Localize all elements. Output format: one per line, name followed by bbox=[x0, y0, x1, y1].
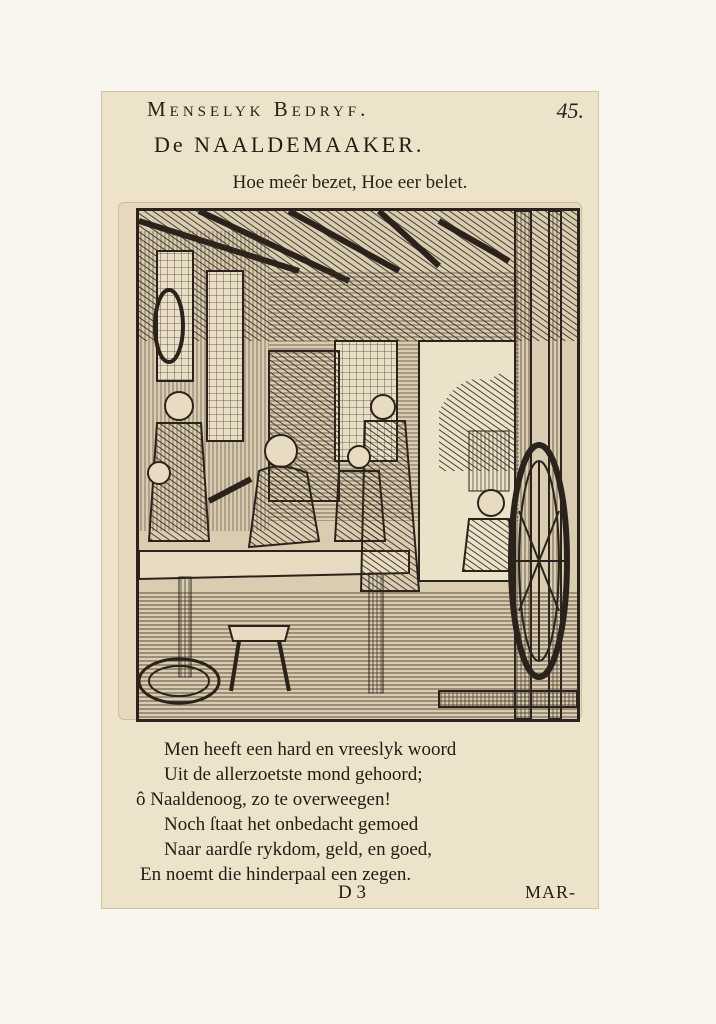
verse-line: Naar aardſe rykdom, geld, en goed, bbox=[164, 839, 433, 860]
verse-line: En noemt die hinderpaal een zegen. bbox=[140, 864, 412, 885]
motto: Hoe meêr bezet, Hoe eer belet. bbox=[232, 172, 468, 193]
verse-line: Noch ſtaat het onbedacht gemoed bbox=[164, 814, 419, 835]
workshop-engraving bbox=[136, 208, 580, 722]
verse bbox=[136, 737, 576, 887]
catchword: MAR- bbox=[524, 882, 576, 902]
running-head bbox=[102, 92, 598, 126]
verse-line: Men heeft een hard en vreeslyk woord bbox=[164, 739, 457, 760]
page-number: 45. bbox=[556, 98, 584, 123]
signature-mark: D 3 bbox=[338, 882, 366, 903]
plate-title: De NAALDEMAAKER. bbox=[154, 132, 425, 157]
verse-line: Uit de allerzoetste mond gehoord; bbox=[164, 764, 423, 785]
verse-line: ô Naaldenoog, zo te overweegen! bbox=[136, 789, 391, 810]
book-page bbox=[102, 92, 598, 908]
running-head-title: Menselyk Bedryf. bbox=[147, 97, 370, 121]
